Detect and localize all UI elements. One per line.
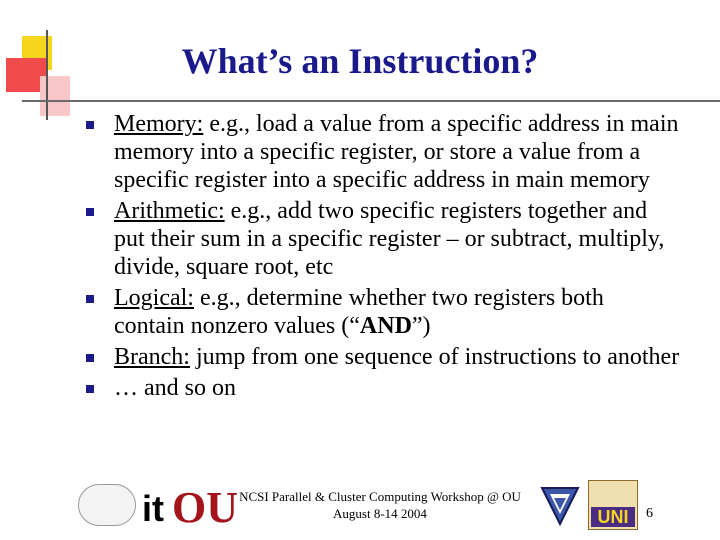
slide-title: What’s an Instruction? — [181, 41, 539, 81]
bullet-marker-icon — [86, 354, 94, 362]
it-logo: it — [142, 488, 164, 529]
bullet-logical — [80, 284, 680, 340]
footer-dates: August 8-14 2004 — [333, 506, 427, 521]
bullet-list — [80, 110, 680, 405]
footer — [210, 488, 550, 522]
page-number: 6 — [646, 506, 653, 521]
uni-logo — [588, 480, 638, 530]
bullet-term: Logical: — [114, 285, 194, 311]
bullet-text: … and so on — [114, 375, 236, 401]
bullet-text-bold: AND — [359, 313, 412, 339]
bullet-marker-icon — [86, 385, 94, 393]
bullet-term: Memory: — [114, 111, 204, 137]
uni-logo-text: UNI — [591, 507, 635, 527]
bullet-marker-icon — [86, 295, 94, 303]
ou-logo: OU — [172, 483, 238, 532]
bullet-term: Arithmetic: — [114, 198, 225, 224]
footer-workshop: NCSI Parallel & Cluster Computing Workshop @ OU — [239, 489, 521, 504]
bullet-term: Branch: — [114, 344, 190, 370]
triangle-logo-icon — [540, 484, 580, 528]
bullet-marker-icon — [86, 208, 94, 216]
bullet-text-tail: ”) — [411, 313, 431, 339]
bullet-and-so-on — [80, 374, 680, 402]
bullet-text: e.g., load a value from a specific address in main memory into a specific register, or store a value from a specific register into a specific address in main memory — [114, 111, 679, 193]
bullet-text: e.g., determine whether two registers both contain nonzero values (“ — [114, 285, 604, 339]
bullet-text: jump from one sequence of instructions to another — [189, 344, 680, 370]
seal-logo-icon — [78, 484, 136, 526]
bullet-memory — [80, 110, 680, 194]
bullet-branch — [80, 343, 680, 371]
title-underline — [22, 100, 720, 102]
bullet-arithmetic — [80, 197, 680, 281]
corner-decoration-pink — [40, 76, 70, 116]
bullet-text: e.g., add two specific registers together and put their sum in a specific register – or subtract, multiply, divide, square root, etc — [114, 198, 665, 280]
bullet-marker-icon — [86, 121, 94, 129]
